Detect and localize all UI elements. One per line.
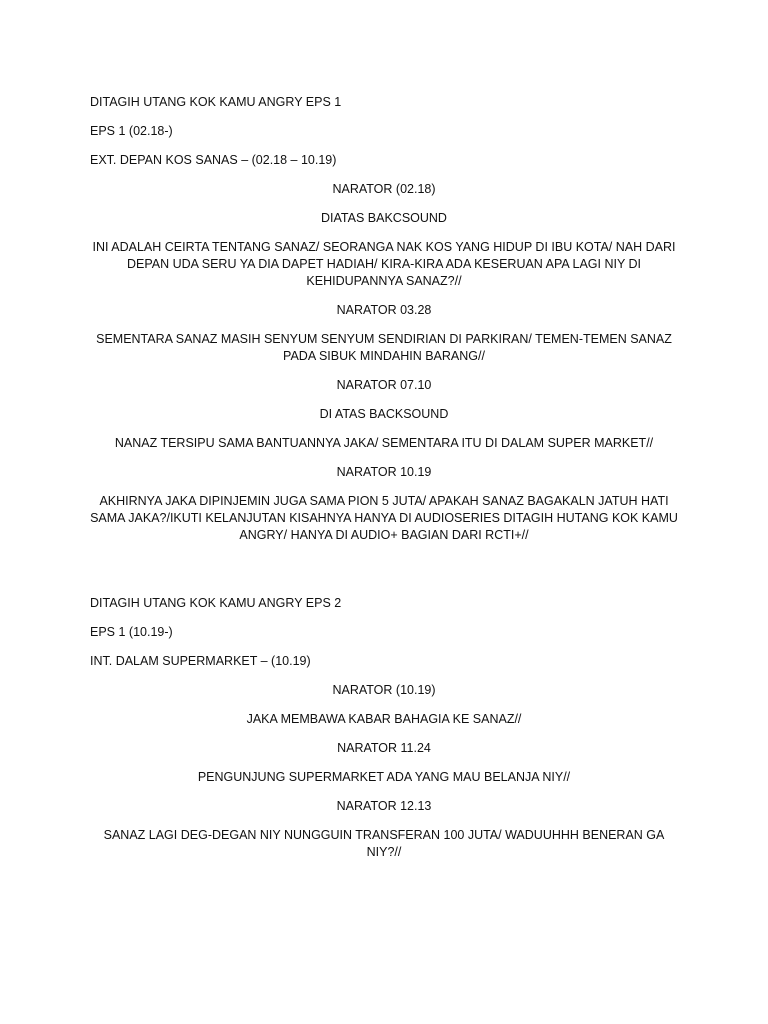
episode-line: EPS 1 (10.19-) bbox=[90, 625, 173, 639]
narrator-cue: NARATOR 03.28 bbox=[336, 303, 432, 317]
narrator-cue: NARATOR 10.19 bbox=[336, 465, 432, 479]
direction-text: DI ATAS BACKSOUND bbox=[319, 407, 449, 421]
narration-text: SEMENTARA SANAZ MASIH SENYUM SENYUM SENDIRIAN DI PARKIRAN/ TEMEN-TEMEN SANAZ PADA SIBUK MINDAHIN BARANG// bbox=[96, 332, 672, 363]
narrator-cue: NARATOR 11.24 bbox=[337, 741, 431, 755]
episode-2-section bbox=[90, 595, 678, 873]
narration-text: NANAZ TERSIPU SAMA BANTUANNYA JAKA/ SEMENTARA ITU DI DALAM SUPER MARKET// bbox=[114, 436, 654, 450]
narrator-cue: NARATOR 12.13 bbox=[336, 799, 432, 813]
narration-text: JAKA MEMBAWA KABAR BAHAGIA KE SANAZ// bbox=[246, 712, 522, 726]
narration-text: PENGUNJUNG SUPERMARKET ADA YANG MAU BELANJA NIY// bbox=[197, 770, 571, 784]
episode-1-section bbox=[90, 94, 678, 556]
narrator-cue: NARATOR 07.10 bbox=[336, 378, 432, 392]
episode-line: EPS 1 (02.18-) bbox=[90, 124, 173, 138]
direction-text: DIATAS BAKCSOUND bbox=[321, 211, 447, 225]
episode-heading: DITAGIH UTANG KOK KAMU ANGRY EPS 2 bbox=[90, 596, 342, 610]
narration-text: INI ADALAH CEIRTA TENTANG SANAZ/ SEORANGA NAK KOS YANG HIDUP DI IBU KOTA/ NAH DARI DEPAN UDA SERU YA DIA DAPET HADIAH/ KIRA-KIRA ADA KESERUAN APA LAGI NIY DI KEHIDUPANNYA SANAZ?// bbox=[92, 240, 676, 288]
episode-heading: DITAGIH UTANG KOK KAMU ANGRY EPS 1 bbox=[90, 95, 342, 109]
scene-heading: EXT. DEPAN KOS SANAS – (02.18 – 10.19) bbox=[90, 153, 337, 167]
narrator-cue: NARATOR (10.19) bbox=[332, 683, 436, 697]
scene-heading: INT. DALAM SUPERMARKET – (10.19) bbox=[90, 654, 311, 668]
narration-text: AKHIRNYA JAKA DIPINJEMIN JUGA SAMA PION 5 JUTA/ APAKAH SANAZ BAGAKALN JATUH HATI SAMA JAKA?/IKUTI KELANJUTAN KISAHNYA HANYA DI AUDIOSERIES DITAGIH HUTANG KOK KAMU ANGRY/ HANYA DI AUDIO+ BAGIAN DARI RCTI+// bbox=[90, 494, 678, 542]
narrator-cue: NARATOR (02.18) bbox=[332, 182, 436, 196]
narration-text: SANAZ LAGI DEG-DEGAN NIY NUNGGUIN TRANSFERAN 100 JUTA/ WADUUHHH BENERAN GA NIY?// bbox=[103, 828, 665, 859]
